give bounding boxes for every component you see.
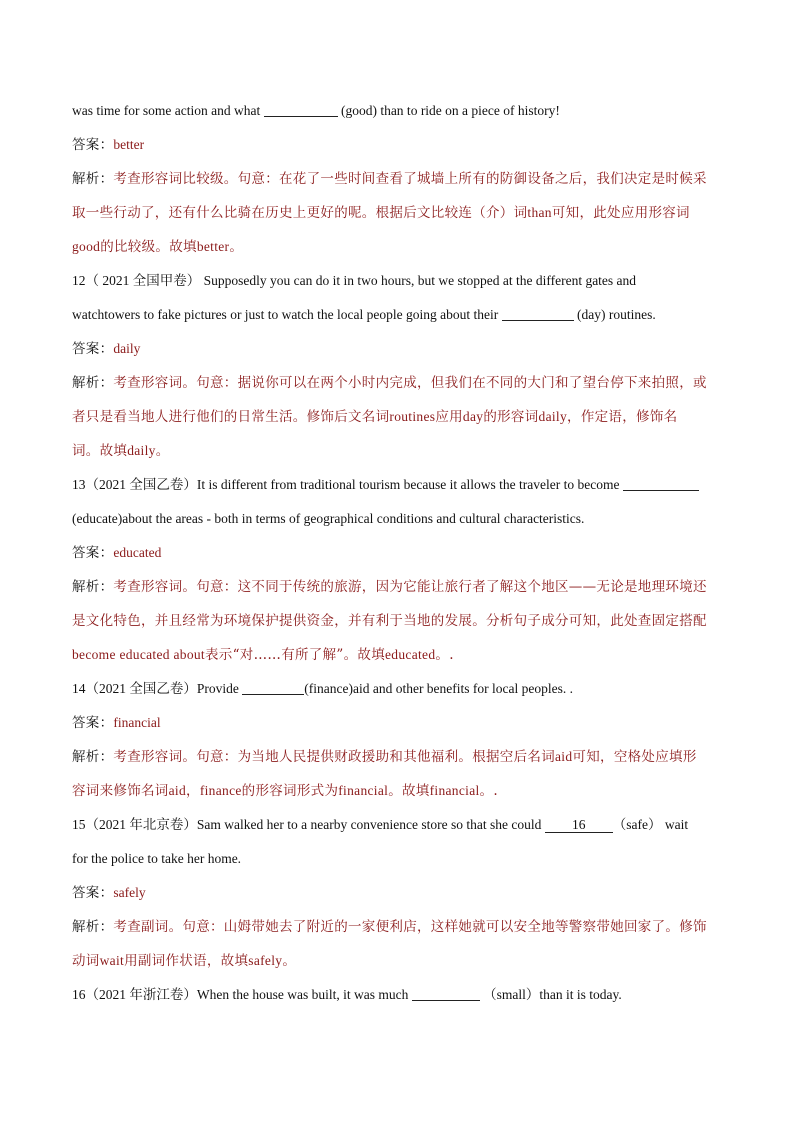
q16-blank (412, 986, 480, 1001)
q12-answer-value: daily (113, 341, 141, 356)
q14-analysis-1a: 考查形容词。句意：为当地人民提供财政援助和其他福利。根据空后名词 (113, 749, 556, 765)
q15-analysis-line2 (72, 944, 722, 978)
q13-analysis-text: 考查形容词。句意：这不同于传统的旅游，因为它能让旅行者了解这个地区——无论是地理环境还 (113, 579, 707, 595)
q14-answer-value: financial (113, 715, 161, 730)
q13-analysis-3d: 。. (435, 647, 454, 663)
q12-question-line1 (72, 264, 722, 298)
q12-analysis-line2 (72, 400, 722, 434)
analysis-label: 解析： (72, 749, 114, 765)
q14-analysis-2e: 的形容词形式为 (241, 783, 339, 799)
q12-analysis-2a: 者只是看当地人进行他们的日常生活。修饰后文名词 (72, 409, 390, 425)
q11-answer (72, 128, 722, 162)
q13-analysis-3c: educated (385, 647, 436, 662)
q14-text-b: (finance)aid and other benefits for local peoples. . (304, 681, 574, 696)
analysis-label: 解析： (72, 579, 114, 595)
analysis-label: 解析： (72, 375, 114, 391)
q11-text-b: (good) than to ride on a piece of history! (340, 103, 560, 118)
q12-analysis-line1 (72, 366, 722, 400)
q15-blank: 16 (545, 818, 613, 833)
q13-analysis-3b: 表示“对……有所了解”。故填 (205, 647, 386, 663)
q11-analysis-3c: better (196, 239, 230, 254)
q13-answer (72, 536, 722, 570)
q12-analysis-2c: 应用 (435, 409, 463, 425)
q15-analysis-2b: wait (99, 953, 125, 968)
q11-analysis-2a: 取一些行动了，还有什么比骑在历史上更好的呢。根据后文比较连（介）词 (72, 205, 528, 221)
q15-analysis-text: 考查副词。句意：山姆带她去了附近的一家便利店，这样她就可以安全地等警察带她回家了。修饰 (113, 919, 707, 935)
answer-label: 答案： (72, 885, 114, 901)
q11-analysis-3a: good (72, 239, 101, 254)
q15-text-a: Sam walked her to a nearby convenience store so that she could (196, 817, 542, 832)
q13-answer-value: educated (113, 545, 162, 560)
q12-analysis-line3 (72, 434, 722, 468)
q11-analysis-text: 考查形容词比较级。句意：在花了一些时间查看了城墙上所有的防御设备之后，我们决定是时候采 (113, 171, 707, 187)
q16-text-a: When the house was built, it was much (196, 987, 409, 1002)
q15-text-2: for the police to take her home. (72, 851, 242, 866)
q14-analysis-2b: aid (168, 783, 187, 798)
answer-label: 答案： (72, 137, 114, 153)
q12-text-1: Supposedly you can do it in two hours, but we stopped at the different gates and (203, 273, 637, 288)
q12-analysis-2g: ，作定语，修饰名 (567, 409, 678, 425)
q13-blank (623, 476, 699, 491)
answer-label: 答案： (72, 545, 114, 561)
q11-analysis-3b: 的比较级。故填 (100, 239, 197, 255)
q11-analysis-2b: than (527, 205, 552, 220)
q12-number: 12（ 2021 全国甲卷） (72, 273, 201, 288)
q14-analysis-2h: financial (429, 783, 480, 798)
q11-analysis-line3 (72, 230, 722, 264)
q14-analysis-line1 (72, 740, 722, 774)
q16-text-b: （small）than it is today. (483, 987, 622, 1002)
q15-text-b: （safe） wait (612, 817, 689, 832)
answer-label: 答案： (72, 715, 114, 731)
q14-analysis-2d: finance (199, 783, 242, 798)
q14-analysis-2c: ， (186, 783, 200, 799)
q15-question-line1 (72, 808, 722, 842)
q15-analysis-2e: 。 (282, 953, 297, 969)
q16-question-line1 (72, 978, 722, 1012)
q14-answer (72, 706, 722, 740)
q11-analysis-2c: 可知，此处应用形容词 (551, 205, 690, 221)
q11-blank (264, 102, 338, 117)
q15-answer (72, 876, 722, 910)
q11-analysis-line2 (72, 196, 722, 230)
q13-analysis-line1 (72, 570, 722, 604)
q12-analysis-3c: 。 (155, 443, 170, 459)
q15-analysis-2c: 用副词作状语，故填 (124, 953, 249, 969)
q12-question-line2 (72, 298, 722, 332)
analysis-label: 解析： (72, 919, 114, 935)
q14-number: 14（2021 全国乙卷） (72, 681, 197, 696)
q12-analysis-3a: 词。故填 (72, 443, 128, 459)
q14-question-line1 (72, 672, 722, 706)
q13-question-line1 (72, 468, 722, 502)
q14-text-a: Provide (196, 681, 239, 696)
q14-analysis-2f: financial (338, 783, 389, 798)
q11-question-line (72, 94, 722, 128)
q12-text-2b: (day) routines. (577, 307, 656, 322)
q11-text-a: was time for some action and what (72, 103, 261, 118)
q14-blank (242, 680, 304, 695)
q12-analysis-3b: daily (127, 443, 156, 458)
q11-analysis-line1 (72, 162, 722, 196)
q14-analysis-2i: 。. (479, 783, 498, 799)
q15-number: 15（2021 年北京卷） (72, 817, 197, 832)
q12-analysis-2d: day (462, 409, 484, 424)
q15-analysis-2d: safely (248, 953, 283, 968)
q13-question-line2 (72, 502, 722, 536)
q14-analysis-2g: 。故填 (388, 783, 430, 799)
q12-analysis-2b: routines (389, 409, 436, 424)
q13-text-2: (educate)about the areas - both in terms of geographical conditions and cultural characteristics. (72, 511, 585, 526)
q12-text-2a: watchtowers to fake pictures or just to watch the local people going about their (72, 307, 499, 322)
q13-analysis-3a: become educated about (72, 647, 205, 662)
q13-analysis-line3 (72, 638, 722, 672)
q15-analysis-2a: 动词 (72, 953, 100, 969)
q12-blank (502, 306, 574, 321)
q12-answer (72, 332, 722, 366)
q14-analysis-1b: aid (555, 749, 573, 764)
q14-analysis-2a: 容词来修饰名词 (72, 783, 169, 799)
q12-analysis-2f: daily (538, 409, 568, 424)
q11-answer-value: better (113, 137, 145, 152)
q15-question-line2 (72, 842, 722, 876)
answer-label: 答案： (72, 341, 114, 357)
q12-analysis-2e: 的形容词 (483, 409, 539, 425)
q16-number: 16（2021 年浙江卷） (72, 987, 197, 1002)
analysis-label: 解析： (72, 171, 114, 187)
q11-analysis-3d: 。 (229, 239, 244, 255)
q15-answer-value: safely (113, 885, 146, 900)
q15-analysis-line1 (72, 910, 722, 944)
q13-analysis-line2 (72, 604, 722, 638)
q12-analysis-text: 考查形容词。句意：据说你可以在两个小时内完成，但我们在不同的大门和了望台停下来拍照，或 (113, 375, 707, 391)
q14-analysis-line2 (72, 774, 722, 808)
q13-analysis-2: 是文化特色，并且经常为环境保护提供资金，并有利于当地的发展。分析句子成分可知，此处查固定搭配 (72, 613, 707, 629)
q13-text-1: It is different from traditional tourism because it allows the traveler to become (196, 477, 620, 492)
q13-number: 13（2021 全国乙卷） (72, 477, 197, 492)
q14-analysis-1c: 可知，空格处应填形 (572, 749, 697, 765)
